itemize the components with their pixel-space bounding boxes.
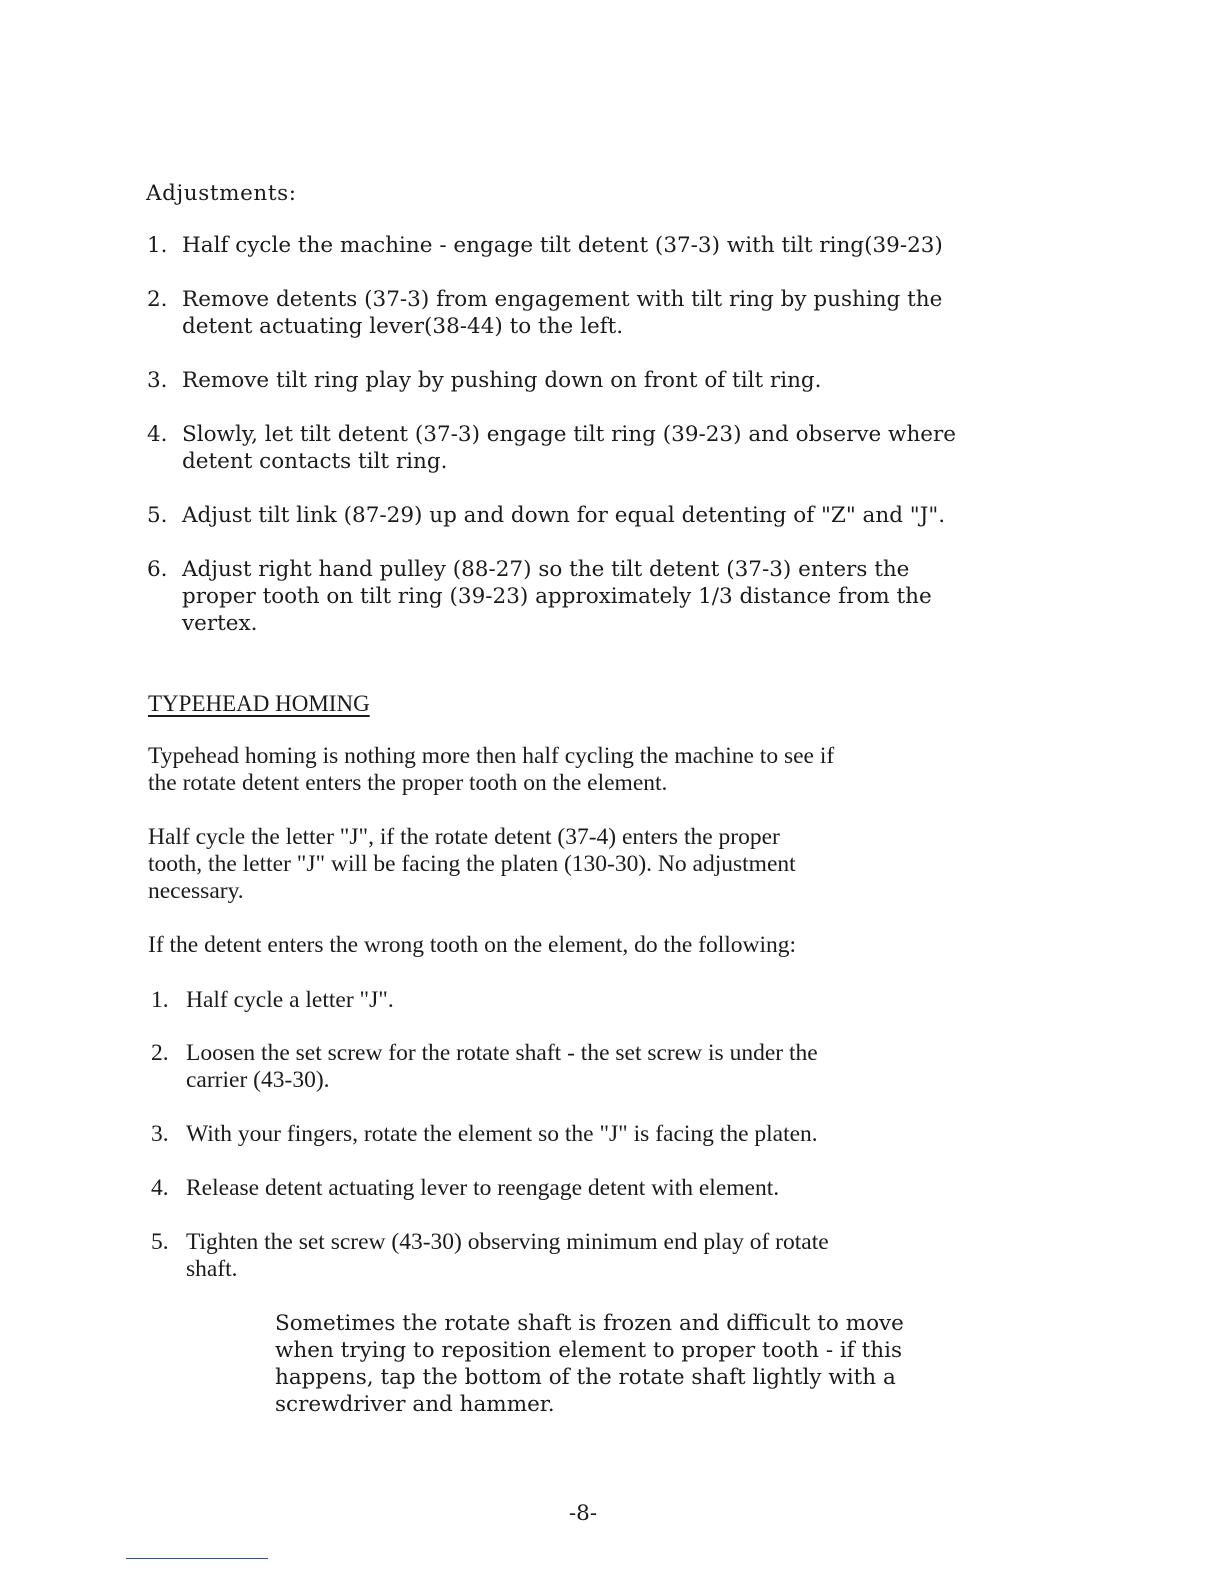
condition-paragraph: If the detent enters the wrong tooth on the element, do the following: (148, 932, 797, 958)
item-text: Remove detents (37-3) from engagement with tilt ring by pushing the detent actuating lever(38-44) to the left. (182, 287, 943, 339)
step-number: 3. (151, 1121, 169, 1147)
item-number: 4. (147, 422, 168, 447)
item-number: 6. (147, 557, 168, 582)
item-text: Adjust tilt link (87-29) up and down for equal detenting of "Z" and "J". (182, 503, 946, 528)
step-text: Release detent actuating lever to reengage detent with element. (186, 1175, 780, 1201)
step-text: Half cycle a letter "J". (186, 987, 394, 1013)
step-text: Tighten the set screw (43-30) observing minimum end play of rotate shaft. (186, 1229, 829, 1282)
step-number: 1. (151, 987, 169, 1013)
page-number: -8- (568, 1501, 598, 1526)
item-text: Adjust right hand pulley (88-27) so the tilt detent (37-3) enters the proper tooth on tilt ring (39-23) approximately 1/3 distance from the vertex. (182, 557, 932, 636)
item-text: Remove tilt ring play by pushing down on front of tilt ring. (182, 368, 822, 393)
step-number: 5. (151, 1229, 169, 1255)
item-number: 3. (147, 368, 168, 393)
step-text: With your fingers, rotate the element so the "J" is facing the platen. (186, 1121, 818, 1147)
step-number: 2. (151, 1040, 169, 1066)
intro-paragraph: Typehead homing is nothing more then half cycling the machine to see if the rotate detent enters the proper tooth on the element. (148, 743, 835, 796)
step-text: Loosen the set screw for the rotate shaft - the set screw is under the carrier (43-30). (186, 1040, 818, 1093)
section-title: TYPEHEAD HOMING (148, 691, 370, 716)
adjustments-heading: Adjustments: (146, 181, 297, 206)
item-number: 5. (147, 503, 168, 528)
item-number: 1. (147, 233, 168, 258)
item-text: Half cycle the machine - engage tilt detent (37-3) with tilt ring(39-23) (182, 233, 943, 258)
item-number: 2. (147, 287, 168, 312)
item-text: Slowly, let tilt detent (37-3) engage tilt ring (39-23) and observe where detent contacts tilt ring. (182, 422, 957, 474)
note-paragraph: Sometimes the rotate shaft is frozen and difficult to move when trying to reposition element to proper tooth - if this happens, tap the bottom of the rotate shaft lightly with a screwdriver and hammer. (275, 1311, 904, 1417)
instruction-paragraph: Half cycle the letter "J", if the rotate detent (37-4) enters the proper tooth, the letter "J" will be facing the platen (130-30). No adjustment necessary. (148, 824, 796, 904)
footer-rule (126, 1558, 268, 1559)
step-number: 4. (151, 1175, 169, 1201)
